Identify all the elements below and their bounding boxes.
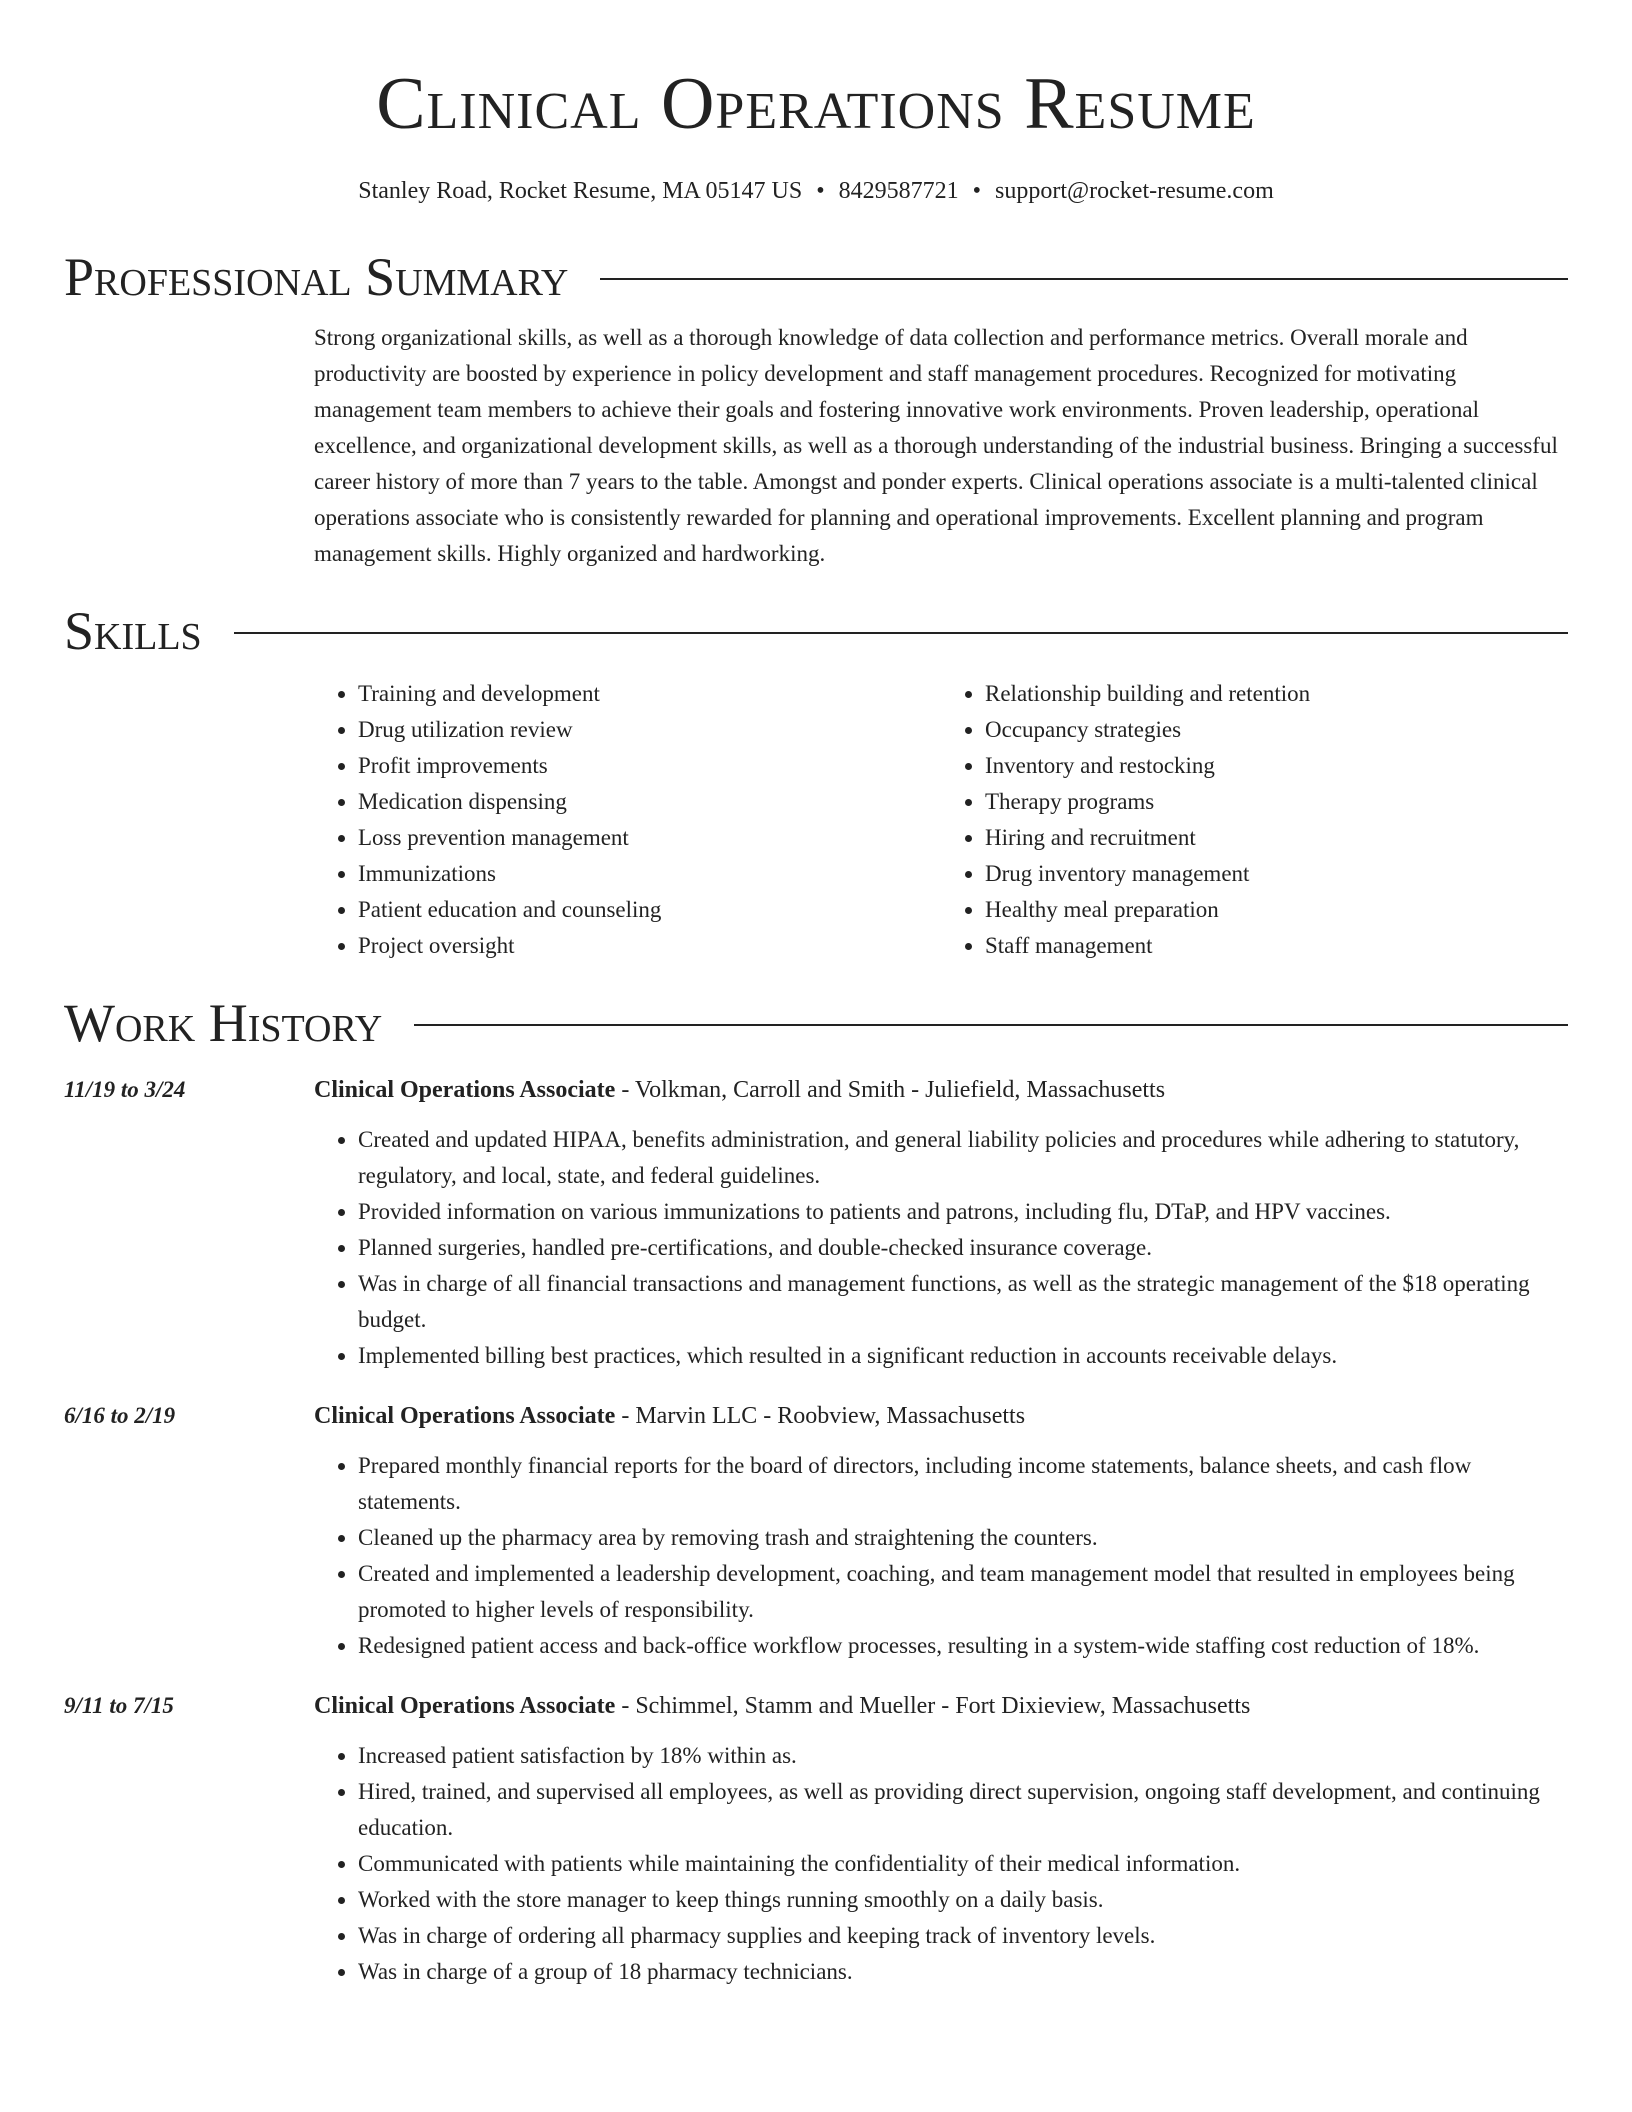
job-title: Clinical Operations Associate: [314, 1077, 616, 1103]
job-employer: - Schimmel, Stamm and Mueller - Fort Dixieview, Massachusetts: [615, 1693, 1251, 1719]
job-bullet: • Increased patient satisfaction by 18% within as.: [358, 1738, 1568, 1774]
job-title: Clinical Operations Associate: [314, 1693, 616, 1719]
job-bullet: • Hired, trained, and supervised all employees, as well as providing direct supervision, ongoing staff development, and continuing education.: [358, 1774, 1568, 1846]
skill-item: • Patient education and counseling: [358, 892, 941, 928]
job-dates: 11/19 to 3/24: [64, 1077, 186, 1102]
skills-grid: [314, 676, 1568, 964]
skill-item: • Relationship building and retention: [985, 676, 1568, 712]
resume-header: [64, 0, 1568, 206]
summary-section-title: Professional Summary: [64, 247, 569, 307]
skill-item: • Hiring and recruitment: [985, 820, 1568, 856]
job-bullet: • Cleaned up the pharmacy area by removing trash and straightening the counters.: [358, 1520, 1568, 1556]
job-bullet: • Created and updated HIPAA, benefits administration, and general liability policies and procedures while adhering to statutory, regulatory, and local, state, and federal guidelines.: [358, 1122, 1568, 1194]
skill-item: • Therapy programs: [985, 784, 1568, 820]
skill-item: • Inventory and restocking: [985, 748, 1568, 784]
job-details: [314, 1398, 1568, 1664]
section-divider: [600, 278, 1568, 280]
job-entry: [64, 1688, 1568, 1990]
job-heading: [314, 1072, 1568, 1108]
work-section-title: Work History: [64, 993, 383, 1053]
skill-item: • Drug inventory management: [985, 856, 1568, 892]
contact-email: support@rocket-resume.com: [995, 178, 1274, 204]
job-heading: [314, 1688, 1568, 1724]
contact-address: Stanley Road, Rocket Resume, MA 05147 US: [358, 178, 803, 204]
job-bullet: • Communicated with patients while maintaining the confidentiality of their medical information.: [358, 1846, 1568, 1882]
job-dates: 6/16 to 2/19: [64, 1403, 176, 1428]
job-employer: - Volkman, Carroll and Smith - Juliefield, Massachusetts: [615, 1077, 1166, 1103]
job-details: [314, 1688, 1568, 1990]
job-bullet: • Was in charge of ordering all pharmacy supplies and keeping track of inventory levels.: [358, 1918, 1568, 1954]
skills-list-right: [941, 676, 1568, 964]
job-bullet: • Was in charge of all financial transactions and management functions, as well as the strategic management of the $18 operating budget.: [358, 1266, 1568, 1338]
skills-list-left: [314, 676, 941, 964]
skill-item: • Profit improvements: [358, 748, 941, 784]
section-divider: [414, 1024, 1568, 1026]
skill-item: • Loss prevention management: [358, 820, 941, 856]
skill-item: • Drug utilization review: [358, 712, 941, 748]
contact-line: [64, 176, 1568, 206]
resume-title: Clinical Operations Resume: [376, 63, 1256, 145]
job-entry: [64, 1398, 1568, 1664]
skills-section-header: [64, 600, 1568, 662]
work-section-header: [64, 992, 1568, 1054]
job-bullet: • Created and implemented a leadership development, coaching, and team management model that resulted in employees being promoted to higher levels of responsibility.: [358, 1556, 1568, 1628]
job-bullet: • Prepared monthly financial reports for the board of directors, including income statements, balance sheets, and cash flow statements.: [358, 1448, 1568, 1520]
skill-item: • Immunizations: [358, 856, 941, 892]
job-bullet: • Planned surgeries, handled pre-certifications, and double-checked insurance coverage.: [358, 1230, 1568, 1266]
summary-text: Strong organizational skills, as well as a thorough knowledge of data collection and performance metrics. Overall morale and productivity are boosted by experience in policy development and staff management procedures. Recognized for motivating management team members to achieve their goals and fostering innovative work environments. Proven leadership, operational excellence, and organizational development skills, as well as a thorough understanding of the industrial business. Bringing a successful career history of more than 7 years to the table. Amongst and ponder experts. Clinical operations associate is a multi-talented clinical operations associate who is consistently rewarded for planning and operational improvements. Excellent planning and program management skills. Highly organized and hardworking.: [314, 325, 1558, 566]
contact-separator: •: [972, 178, 982, 204]
job-bullet: • Redesigned patient access and back-office workflow processes, resulting in a system-wide staffing cost reduction of 18%.: [358, 1628, 1568, 1664]
section-divider: [234, 632, 1568, 634]
job-bullet: • Implemented billing best practices, which resulted in a significant reduction in accounts receivable delays.: [358, 1338, 1568, 1374]
skill-item: • Staff management: [985, 928, 1568, 964]
skill-item: • Medication dispensing: [358, 784, 941, 820]
job-bullets: [314, 1448, 1568, 1664]
job-bullet: • Worked with the store manager to keep things running smoothly on a daily basis.: [358, 1882, 1568, 1918]
skill-item: • Training and development: [358, 676, 941, 712]
job-title: Clinical Operations Associate: [314, 1403, 616, 1429]
job-heading: [314, 1398, 1568, 1434]
job-dates: 9/11 to 7/15: [64, 1693, 174, 1718]
summary-section-header: [64, 246, 1568, 308]
job-bullets: [314, 1738, 1568, 1990]
skill-item: • Project oversight: [358, 928, 941, 964]
skill-item: • Occupancy strategies: [985, 712, 1568, 748]
job-bullets: [314, 1122, 1568, 1374]
job-entry: [64, 1072, 1568, 1374]
skills-section-title: Skills: [64, 601, 202, 661]
job-employer: - Marvin LLC - Roobview, Massachusetts: [615, 1403, 1026, 1429]
job-bullet: • Provided information on various immunizations to patients and patrons, including flu, DTaP, and HPV vaccines.: [358, 1194, 1568, 1230]
job-details: [314, 1072, 1568, 1374]
contact-separator: •: [816, 178, 825, 204]
job-bullet: • Was in charge of a group of 18 pharmacy technicians.: [358, 1954, 1568, 1990]
skill-item: • Healthy meal preparation: [985, 892, 1568, 928]
contact-phone: 8429587721: [838, 178, 959, 204]
